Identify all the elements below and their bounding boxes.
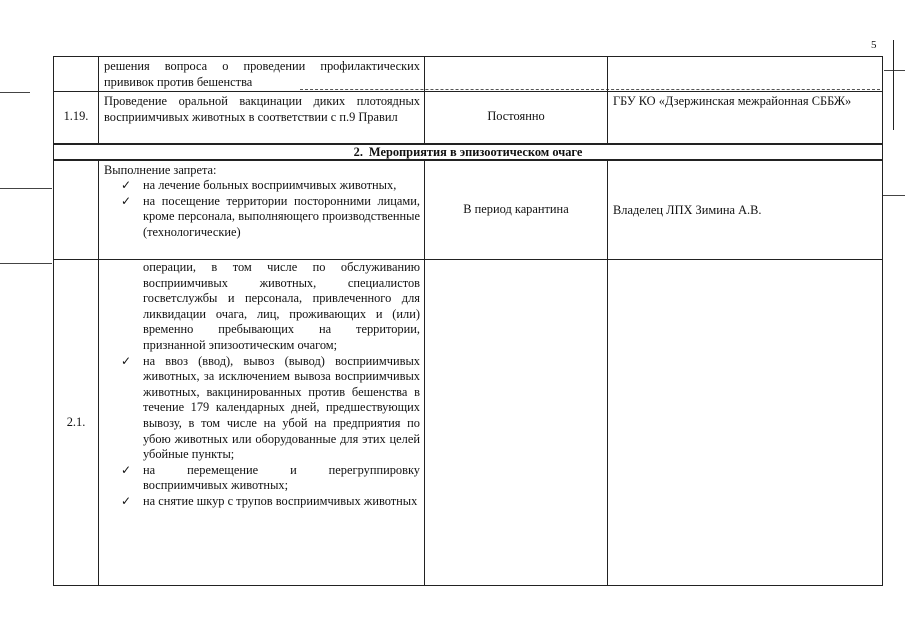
section-title-text: Мероприятия в эпизоотическом очаге <box>368 144 583 159</box>
table-row <box>54 160 883 260</box>
scan-artifact-line <box>0 92 30 93</box>
term-cell <box>425 57 608 92</box>
term-cell: Постоянно <box>425 92 608 144</box>
scan-artifact-line <box>0 188 52 189</box>
page-number: 5 <box>871 39 877 51</box>
row-number-cell <box>54 160 99 260</box>
section-number: 2. <box>353 144 363 159</box>
row-number-cell: 1.19. <box>54 92 99 144</box>
row-number-cell: 2.1. <box>54 260 99 586</box>
scan-artifact-line <box>0 263 52 264</box>
scan-artifact-vertical-line <box>893 40 894 130</box>
list-item: ✓ на лечение больных восприимчивых животных, <box>143 178 420 194</box>
executor-cell: ГБУ КО «Дзержинская межрайонная СББЖ» <box>608 92 883 144</box>
prohibition-list <box>99 354 424 510</box>
continuation-text: операции, в том числе по обслуживанию восприимчивых животных, специалистов госветслужбы и персонала, привлеченного для ликвидации очага, лиц, проживающих и (или) временно пребывающих на территории, признанной эпизоотическим очагом; <box>143 260 420 352</box>
list-item: ✓ на снятие шкур с трупов восприимчивых животных <box>143 494 420 510</box>
action-text: Проведение оральной вакцинации диких плотоядных восприимчивых животных в соответствии с п.9 Правил <box>104 94 420 124</box>
table-row <box>54 57 883 92</box>
executor-cell <box>608 260 883 586</box>
term-cell <box>425 260 608 586</box>
action-cell <box>99 160 425 260</box>
executor-cell <box>608 57 883 92</box>
action-cell <box>99 57 425 92</box>
executor-cell: Владелец ЛПХ Зимина А.В. <box>608 160 883 260</box>
prohibition-lead: Выполнение запрета: <box>104 162 217 177</box>
section-title <box>54 144 883 160</box>
list-item: ✓ на перемещение и перегруппировку восприимчивых животных; <box>143 463 420 494</box>
row-number-cell <box>54 57 99 92</box>
list-item: ✓ на посещение территории посторонними лицами, кроме персонала, выполняющего производственные (технологические) <box>143 194 420 241</box>
action-cell <box>99 260 425 586</box>
term-cell: В период карантина <box>425 160 608 260</box>
table-row <box>54 92 883 144</box>
scan-artifact-line <box>884 70 905 71</box>
prohibition-list <box>99 178 424 240</box>
scan-artifact-line <box>882 195 905 196</box>
action-cell <box>99 92 425 144</box>
list-item: ✓ на ввоз (ввод), вывоз (вывод) восприимчивых животных, за исключением вывоза восприимчивых животных, вакцинированных против бешенства в течение 179 календарных дней, предшествующих вывозу, в том числе на убой на предприятия по убою животных или оборудованные для этих целей убойные пункты; <box>143 354 420 463</box>
action-text: решения вопроса о проведении профилактических прививок против бешенства <box>104 59 420 89</box>
measures-table <box>53 56 883 586</box>
section-header-row <box>54 144 883 160</box>
table-row <box>54 260 883 586</box>
